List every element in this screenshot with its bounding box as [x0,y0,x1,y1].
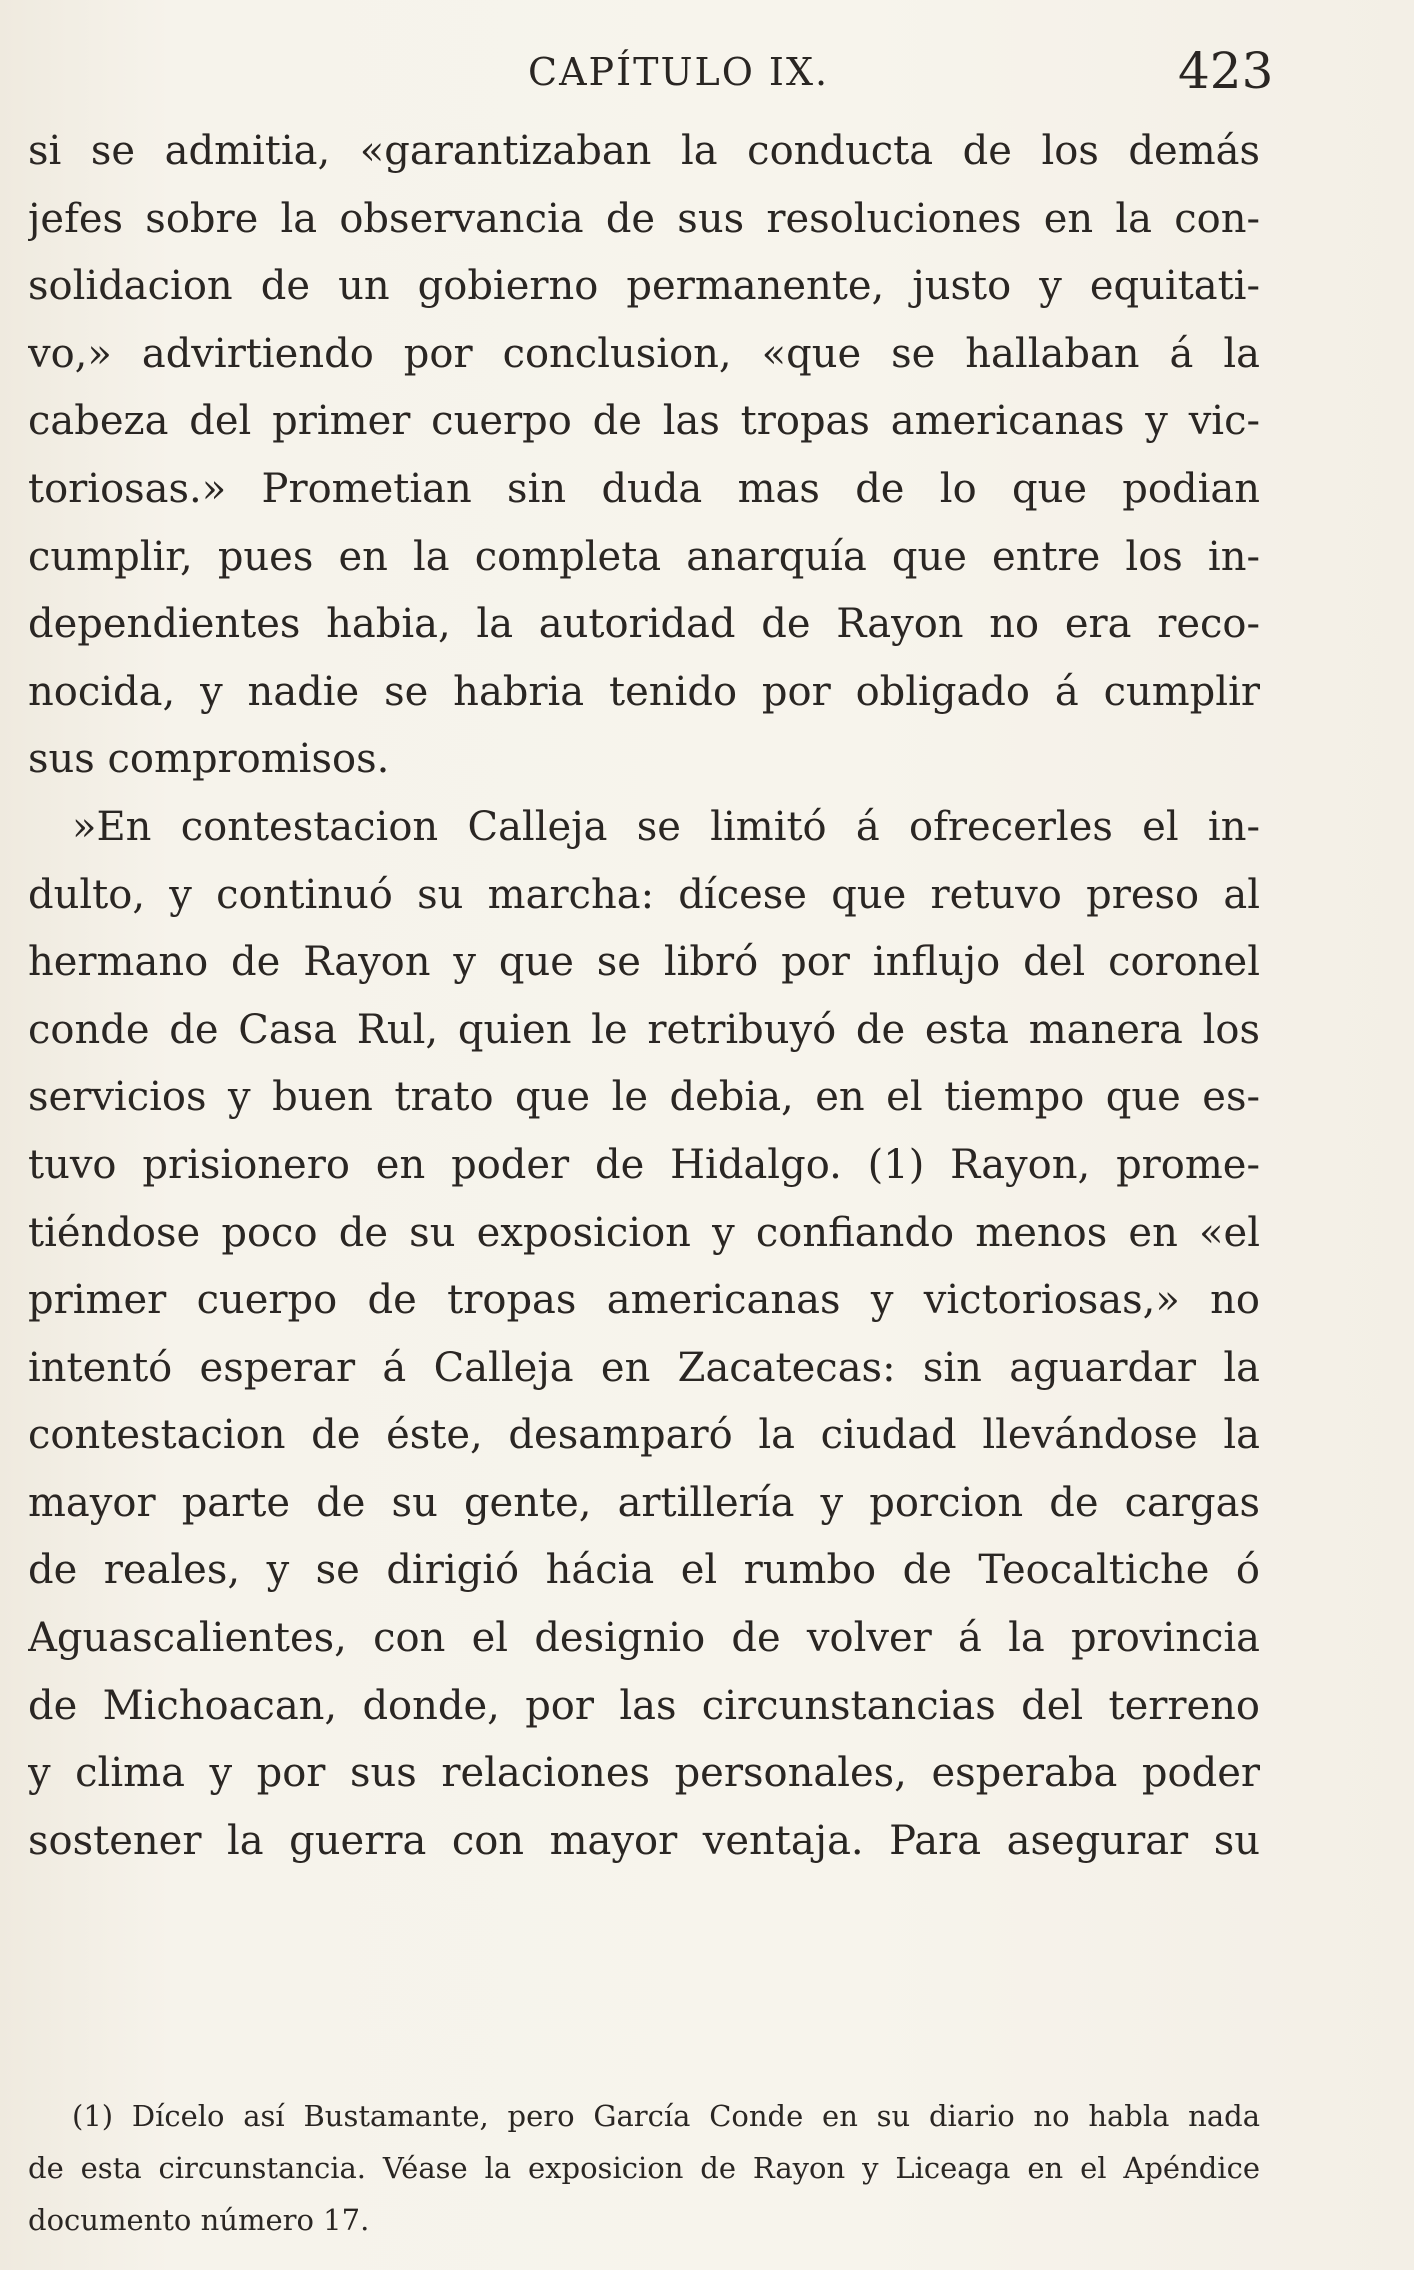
text-line: contestacion de éste, desamparó la ciudad llevándose la [28,1412,1260,1459]
footnotes [28,2090,1260,2246]
footnote-line: (1) Dícelo así Bustamante, pero García Conde en su diario no habla nada [72,2099,1260,2133]
text-line: conde de Casa Rul, quien le retribuyó de esta manera los [28,1006,1260,1053]
text-line: y clima y por sus relaciones personales, esperaba poder [28,1750,1260,1797]
footnote-line: de esta circunstancia. Véase la exposicion de Rayon y Liceaga en el Apéndice [28,2151,1260,2185]
text-line: sostener la guerra con mayor ventaja. Para asegurar su [28,1817,1260,1864]
text-line: si se admitia, «garantizaban la conducta de los demás [28,128,1260,174]
text-line: tuvo prisionero en poder de Hidalgo. (1) Rayon, prome- [28,1141,1260,1188]
footnote-line: documento número 17. [28,2203,370,2237]
text-line: de reales, y se dirigió hácia el rumbo de Teocaltiche ó [28,1547,1260,1594]
text-line: »En contestacion Calleja se limitó á ofrecerles el in- [72,803,1260,850]
text-line: toriosas.» Prometian sin duda mas de lo que podian [28,465,1260,512]
running-head: CAPÍTULO IX. [528,50,830,94]
text-line: Aguascalientes, con el designio de volver á la provincia [28,1615,1260,1662]
text-line: vo,» advirtiendo por conclusion, «que se hallaban á la [28,330,1260,377]
text-line: primer cuerpo de tropas americanas y victoriosas,» no [28,1277,1260,1324]
text-line: nocida, y nadie se habria tenido por obligado á cumplir [28,668,1260,715]
text-line: hermano de Rayon y que se libró por influjo del coronel [28,939,1260,986]
page-number: 423 [1178,42,1274,100]
text-line: dependientes habia, la autoridad de Rayon no era reco- [28,601,1260,648]
text-line: servicios y buen trato que le debia, en el tiempo que es- [28,1074,1260,1121]
text-line: dulto, y continuó su marcha: dícese que retuvo preso al [28,871,1260,918]
text-line: cabeza del primer cuerpo de las tropas americanas y vic- [28,398,1260,445]
text-line: solidacion de un gobierno permanente, justo y equitati- [28,263,1260,310]
text-line: cumplir, pues en la completa anarquía que entre los in- [28,533,1260,580]
text-line: jefes sobre la observancia de sus resoluciones en la con- [28,195,1260,242]
text-line: sus compromisos. [28,736,390,783]
text-line: de Michoacan, donde, por las circunstancias del terreno [28,1682,1260,1729]
text-line: tiéndose poco de su exposicion y confiando menos en «el [28,1209,1260,1256]
body-text [28,118,1260,1875]
page-header [0,42,1414,102]
text-line: mayor parte de su gente, artillería y porcion de cargas [28,1479,1260,1526]
text-line: intentó esperar á Calleja en Zacatecas: sin aguardar la [28,1344,1260,1391]
